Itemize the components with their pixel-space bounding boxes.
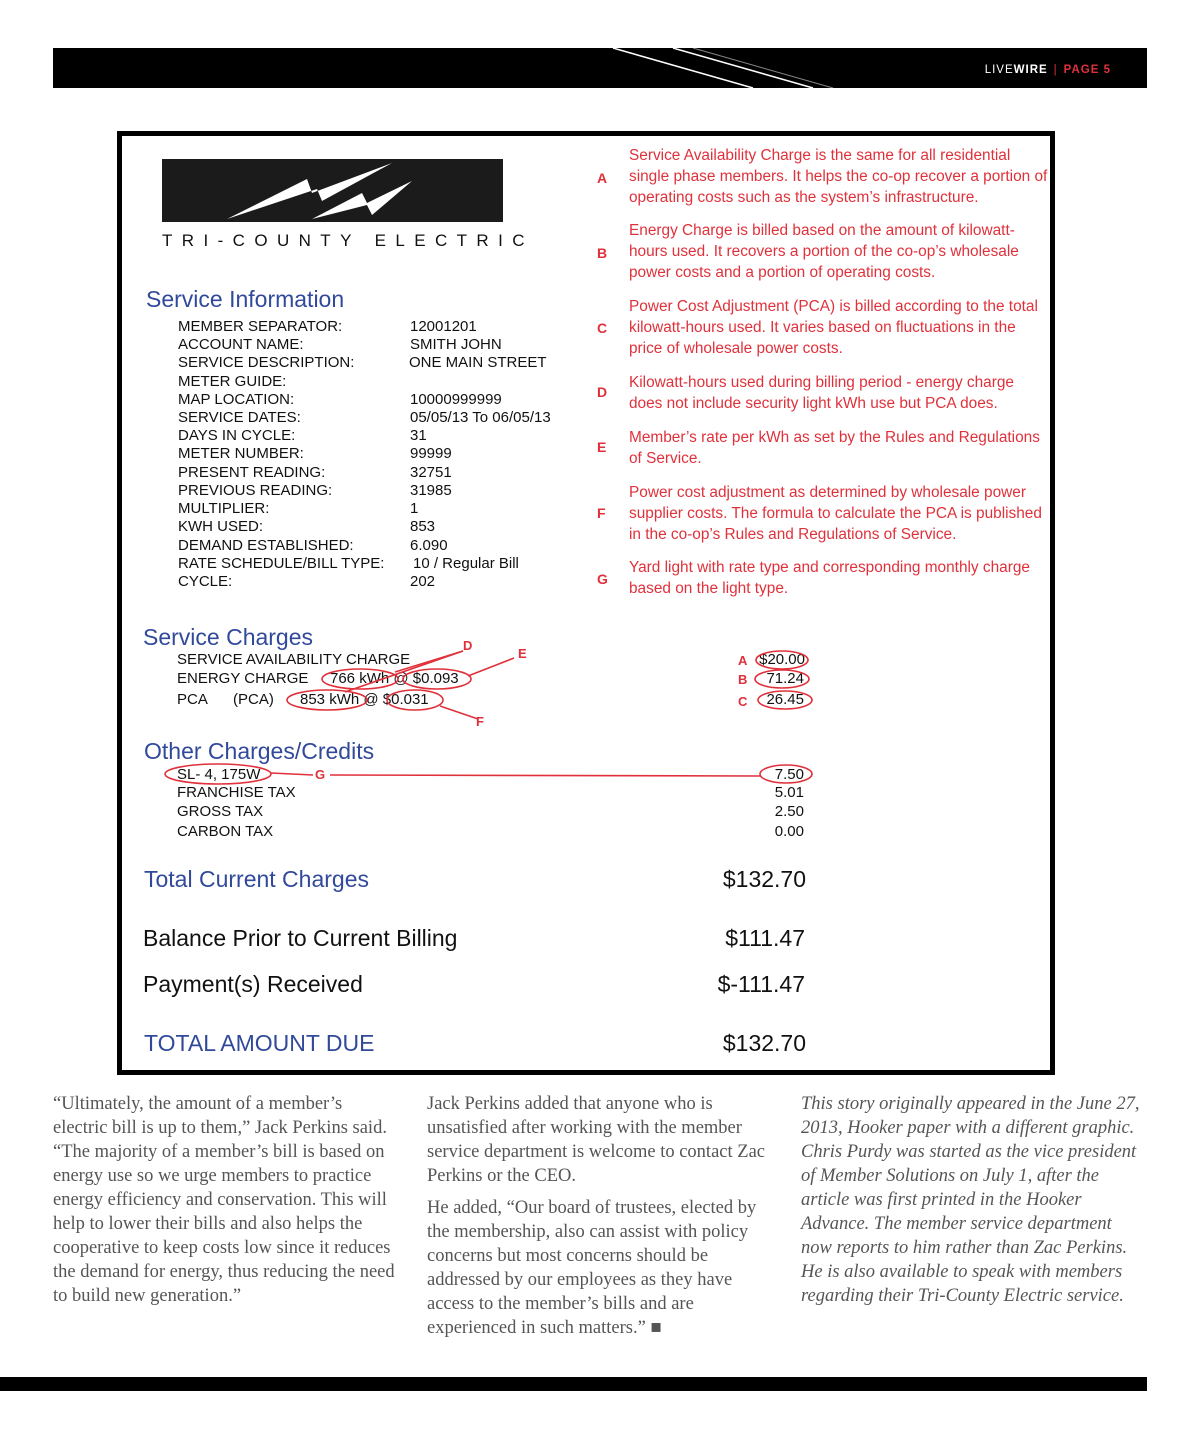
marker-f: F xyxy=(476,714,484,729)
note-letter: B xyxy=(597,245,608,261)
note-letter: C xyxy=(597,320,608,336)
service-info-value: 99999 xyxy=(410,445,452,462)
note-letter: E xyxy=(597,439,607,455)
service-info-value: 853 xyxy=(410,518,436,535)
article-column-3-editor-note xyxy=(801,1092,1146,1316)
other-charges-heading: Other Charges/Credits xyxy=(144,738,375,764)
other-charge-amount: 2.50 xyxy=(774,803,804,820)
service-info-row xyxy=(178,391,598,409)
service-info-label: METER GUIDE: xyxy=(178,373,287,390)
marker-b: B xyxy=(738,672,748,687)
publication-name-light: LIVE xyxy=(984,64,1014,76)
service-info-row xyxy=(178,482,598,500)
note-text: Energy Charge is billed based on the amount of kilowatt-hours used. It recovers a portion of the co-op’s wholesale power costs and a portion of operating costs. xyxy=(629,222,1019,281)
company-name: TRI-COUNTY ELECTRIC xyxy=(162,231,534,250)
article-paragraph: He added, “Our board of trustees, elected by the membership, also can assist with policy concerns but most concerns should be addressed by our employees as they have access to the member’s bills and are experienced in such matters.” ■ xyxy=(427,1198,757,1338)
other-charge-label: GROSS TAX xyxy=(177,803,264,820)
balance-prior-amount: $111.47 xyxy=(725,925,805,951)
marker-d: D xyxy=(463,638,473,653)
energy-charge-detail: 766 kWh @ $0.093 xyxy=(330,670,459,687)
note-text: Power Cost Adjustment (PCA) is billed according to the total kilowatt-hours used. It varies based on fluctuations in the price of wholesale power costs. xyxy=(629,298,1038,357)
energy-charge-label: ENERGY CHARGE xyxy=(177,670,309,687)
pca-label-abbrev: (PCA) xyxy=(233,691,274,708)
article-paragraph: Jack Perkins added that anyone who is unsatisfied after working with the member service department is welcome to contact Zac Perkins or the CEO. xyxy=(427,1094,765,1186)
service-info-value: 12001201 xyxy=(410,318,477,335)
marker-c: C xyxy=(738,694,748,709)
service-info-row xyxy=(178,464,598,482)
service-info-label: SERVICE DESCRIPTION: xyxy=(178,354,355,371)
service-info-label: METER NUMBER: xyxy=(178,445,304,462)
payments-received-amount: $-111.47 xyxy=(717,971,805,997)
service-info-row xyxy=(178,573,598,591)
payments-received-label: Payment(s) Received xyxy=(143,971,363,997)
service-info-row xyxy=(178,354,598,372)
publication-name-bold: WIRE xyxy=(1013,64,1048,76)
page-header-bar xyxy=(53,48,1147,88)
service-info-label: PRESENT READING: xyxy=(178,464,326,481)
page-number: PAGE 5 xyxy=(1063,64,1111,76)
page-footer-bar xyxy=(0,1377,1147,1391)
service-info-value: 202 xyxy=(410,573,436,590)
lightning-bolt-icon xyxy=(162,159,503,222)
total-amount-due-label: TOTAL AMOUNT DUE xyxy=(144,1030,375,1056)
service-info-label: SERVICE DATES: xyxy=(178,409,301,426)
service-information-heading: Service Information xyxy=(146,286,345,312)
total-amount-due-amount: $132.70 xyxy=(722,1030,806,1056)
service-info-value: 6.090 xyxy=(410,537,448,554)
service-info-row xyxy=(178,500,598,518)
service-info-label: MAP LOCATION: xyxy=(178,391,295,408)
service-info-row xyxy=(178,409,598,427)
service-info-label: KWH USED: xyxy=(178,518,264,535)
service-info-value: 31 xyxy=(410,427,427,444)
note-letter: G xyxy=(597,571,608,587)
header-stripes-graphic xyxy=(53,48,1147,88)
service-info-row xyxy=(178,373,598,391)
availability-charge-label: SERVICE AVAILABILITY CHARGE xyxy=(177,651,411,668)
other-charge-label: SL- 4, 175W xyxy=(177,766,261,783)
article-column-2 xyxy=(427,1092,772,1348)
company-logo xyxy=(162,159,503,222)
header-separator: | xyxy=(1053,64,1058,76)
service-charges-heading: Service Charges xyxy=(143,624,314,650)
service-info-label: DAYS IN CYCLE: xyxy=(178,427,296,444)
service-info-row xyxy=(178,518,598,536)
service-info-row xyxy=(178,537,598,555)
note-text: Service Availability Charge is the same for all residential single phase members. It helps the co-op recover a portion of operating costs such as the system’s infrastructure. xyxy=(629,147,1048,206)
service-info-value: 10000999999 xyxy=(410,391,502,408)
other-charge-amount: 7.50 xyxy=(774,766,804,783)
service-info-row xyxy=(178,427,598,445)
service-info-label: MEMBER SEPARATOR: xyxy=(178,318,343,335)
service-info-value: 10 / Regular Bill xyxy=(413,555,519,572)
pca-label: PCA xyxy=(177,691,208,708)
service-info-label: MULTIPLIER: xyxy=(178,500,270,517)
service-info-value: ONE MAIN STREET xyxy=(409,354,547,371)
note-text: Member’s rate per kWh as set by the Rules and Regulations of Service. xyxy=(629,429,1040,467)
service-info-label: RATE SCHEDULE/BILL TYPE: xyxy=(178,555,385,572)
marker-a: A xyxy=(738,653,748,668)
service-info-row xyxy=(178,445,598,463)
service-info-value: 31985 xyxy=(410,482,452,499)
service-info-value: 32751 xyxy=(410,464,452,481)
total-current-charges-amount: $132.70 xyxy=(722,866,806,892)
service-info-label: CYCLE: xyxy=(178,573,233,590)
other-charge-label: FRANCHISE TAX xyxy=(177,784,296,801)
article-paragraph: “Ultimately, the amount of a member’s electric bill is up to them,” Jack Perkins said. “The majority of a member’s bill is based on energy use so we urge members to practice energy efficiency and conservation. This will help to lower their bills and also helps the cooperative to keep costs low since it reduces the demand for energy, thus reducing the need to build new generation.” xyxy=(53,1094,395,1306)
other-charge-amount: 5.01 xyxy=(774,784,804,801)
balance-prior-label: Balance Prior to Current Billing xyxy=(143,925,458,951)
other-charge-amount: 0.00 xyxy=(774,823,804,840)
service-info-row xyxy=(178,555,598,573)
note-letter: A xyxy=(597,170,608,186)
note-text: Power cost adjustment as determined by wholesale power supplier costs. The formula to calculate the PCA is published in the co-op’s Rules and Regulations of Service. xyxy=(629,484,1042,543)
marker-g: G xyxy=(315,767,326,782)
availability-charge-amount: $20.00 xyxy=(759,651,805,668)
note-letter: D xyxy=(597,384,608,400)
note-text: Kilowatt-hours used during billing period - energy charge does not include security light kWh use but PCA does. xyxy=(629,374,1014,412)
energy-charge-amount: 71.24 xyxy=(766,670,804,687)
note-letter: F xyxy=(597,505,606,521)
service-info-label: ACCOUNT NAME: xyxy=(178,336,304,353)
other-charge-label: CARBON TAX xyxy=(177,823,274,840)
article-column-1 xyxy=(53,1092,398,1316)
service-info-label: DEMAND ESTABLISHED: xyxy=(178,537,354,554)
service-info-row xyxy=(178,318,598,336)
marker-e: E xyxy=(518,646,527,661)
pca-amount: 26.45 xyxy=(766,691,804,708)
article-paragraph: This story originally appeared in the June 27, 2013, Hooker paper with a different graphic. Chris Purdy was started as the vice president of Member Solutions on July 1, after the article was first printed in the Hooker Advance. The member service department now reports to him rather than Zac Perkins. He is also available to speak with members regarding their Tri-County Electric service. xyxy=(801,1094,1140,1306)
service-info-label: PREVIOUS READING: xyxy=(178,482,333,499)
note-text: Yard light with rate type and corresponding monthly charge based on the light type. xyxy=(629,559,1030,597)
service-info-value: 05/05/13 To 06/05/13 xyxy=(410,409,551,426)
page-header-label xyxy=(985,64,1111,76)
service-info-row xyxy=(178,336,598,354)
service-info-value: SMITH JOHN xyxy=(410,336,502,353)
pca-detail: 853 kWh @ $0.031 xyxy=(300,691,429,708)
service-info-value: 1 xyxy=(410,500,419,517)
total-current-charges-label: Total Current Charges xyxy=(144,866,369,892)
